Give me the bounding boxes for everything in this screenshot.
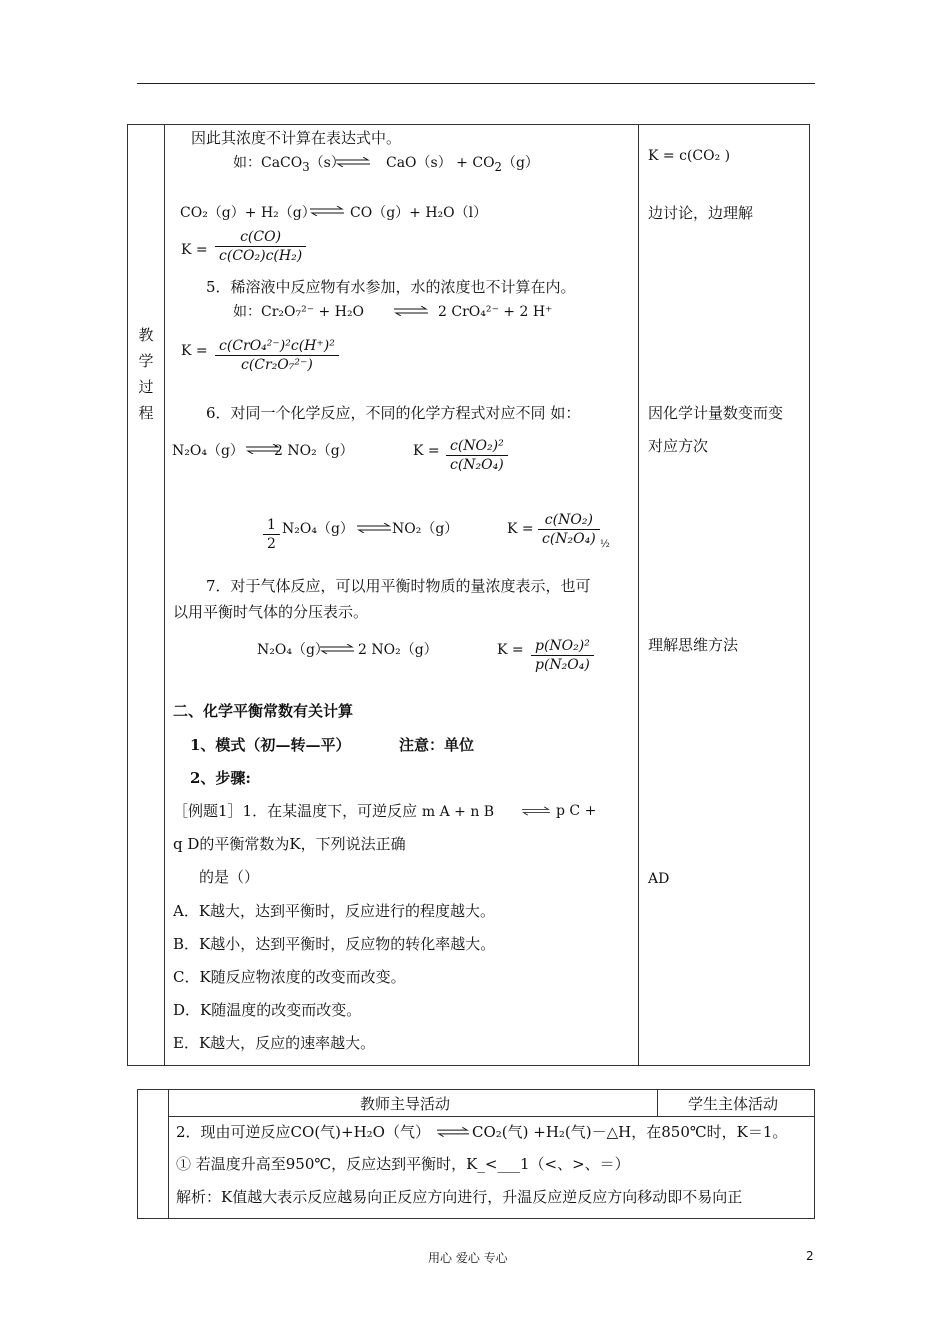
option-e: E．K越大，反应的速率越大。	[173, 1034, 376, 1052]
equilibrium-arrow-icon	[394, 306, 428, 316]
step-1: 1、模式（初—转—平）	[190, 736, 351, 754]
problem-2-analysis: 解析：K值越大表示反应越易向正反应方向进行，升温反应逆反应方向移动即不易向正	[176, 1188, 743, 1206]
equilibrium-arrow-icon	[437, 1127, 469, 1137]
note-coefficient-2: 对应方次	[648, 437, 709, 455]
header-teacher: 教师主导活动	[360, 1095, 451, 1113]
equation-caco3-products: $CaO(s) + CO_2(g)$	[386, 155, 539, 174]
k-expression-no2	[446, 437, 508, 474]
page-number: 2	[806, 1249, 814, 1263]
table-divider-label	[164, 124, 165, 1066]
option-d: D．K随温度的改变而改变。	[173, 1001, 362, 1019]
example-question-cont: q D的平衡常数为K，下列说法正确	[173, 835, 406, 853]
k-denominator: c(Cr₂O₇²⁻)	[215, 355, 339, 374]
k-numerator: c(CO)	[240, 229, 282, 245]
label-char: 程	[138, 404, 154, 422]
equation-cr2o7-right: 2 CrO₄²⁻ + 2 H⁺	[438, 304, 553, 320]
step-2: 2、步骤:	[190, 769, 251, 787]
k-expression-partial	[531, 637, 594, 674]
k-label: K =	[497, 642, 524, 658]
table-divider-notes	[638, 124, 639, 1066]
activity-header-rule	[168, 1116, 815, 1117]
note-answer: AD	[648, 871, 670, 887]
equilibrium-arrow-icon	[522, 806, 550, 816]
item-6: 6．对同一个化学反应，不同的化学方程式对应不同 如：	[206, 404, 581, 422]
step-1-note: 注意：单位	[399, 736, 475, 754]
item-7a: 7．对于气体反应，可以用平衡时物质的量浓度表示，也可	[206, 577, 591, 595]
equilibrium-arrow-icon	[310, 206, 344, 216]
footer-motto: 用心 爱心 专心	[428, 1251, 508, 1265]
k-numerator: c(NO₂)²	[450, 438, 504, 454]
item-5: 5．稀溶液中反应物有水参加，水的浓度也不计算在内。	[206, 278, 576, 296]
equilibrium-arrow-icon	[320, 644, 354, 654]
equation-partial-right: 2 NO₂（g）	[358, 642, 438, 658]
k-numerator: c(NO₂)	[544, 512, 593, 528]
note-discuss: 边讨论，边理解	[648, 204, 754, 222]
option-b: B．K越小，达到平衡时，反应物的转化率越大。	[173, 935, 496, 953]
k-label: K =	[507, 521, 534, 537]
equation-half-left: N₂O₄（g）	[282, 521, 354, 537]
note-coefficient: 因化学计量数变而变	[648, 404, 784, 422]
equation-half-right: NO₂（g）	[392, 521, 459, 537]
problem-2: 2．现由可逆反应CO(气)+H₂O（气）	[176, 1123, 430, 1141]
option-a: A．K越大，达到平衡时，反应进行的程度越大。	[173, 902, 496, 920]
label-char: 过	[138, 378, 154, 396]
k-label: K =	[181, 242, 208, 258]
note-thinking: 理解思维方法	[648, 636, 739, 654]
k-exponent: ½	[600, 539, 610, 550]
k-numerator: c(CrO₄²⁻)²c(H⁺)²	[219, 338, 335, 354]
lesson-table	[127, 124, 810, 1066]
label-char: 教	[138, 326, 154, 344]
example-question-eq: p C +	[556, 803, 597, 819]
k-expression-cro4	[215, 337, 339, 374]
k-label: K =	[413, 443, 440, 459]
k-denominator: c(N₂O₄)	[446, 455, 508, 474]
k-expression-half	[538, 511, 600, 548]
header-rule	[137, 83, 815, 84]
header-student: 学生主体活动	[688, 1095, 779, 1113]
equilibrium-arrow-icon	[336, 157, 370, 167]
activity-divider-label	[168, 1089, 169, 1219]
k-denominator: c(N₂O₄)	[538, 529, 600, 548]
equilibrium-arrow-icon	[357, 523, 391, 533]
problem-2-part1: ① 若温度升高至950℃，反应达到平衡时，K_<___1（<、>、＝）	[176, 1155, 630, 1173]
k-expression-co	[215, 228, 306, 265]
text-line: 因此其浓度不计算在表达式中。	[191, 129, 402, 147]
half-coefficient: $\frac{1}{2}$	[263, 516, 280, 553]
equation-partial-left: N₂O₄（g）	[257, 642, 329, 658]
equation-caco3: 如：CaCO$_3$（s）	[233, 155, 345, 174]
equation-n2o4-left: N₂O₄（g）	[172, 443, 244, 459]
k-denominator: c(CO₂)c(H₂)	[215, 246, 306, 265]
equation-n2o4-right: 2 NO₂（g）	[274, 443, 354, 459]
problem-2-cont: CO₂(气) +H₂(气)－△H，在850℃时，K＝1。	[472, 1123, 788, 1141]
item-7b: 以用平衡时气体的分压表示。	[173, 603, 369, 621]
k-label: K =	[181, 343, 208, 359]
option-c: C．K随反应物浓度的改变而改变。	[173, 968, 406, 986]
label-char: 学	[138, 352, 154, 370]
k-denominator: p(N₂O₄)	[531, 655, 594, 674]
activity-divider-header	[657, 1089, 658, 1116]
note-k-co2: K = c(CO₂ )	[648, 148, 731, 164]
equation-co2-left: CO₂（g）+ H₂（g）	[180, 205, 316, 221]
k-numerator: p(NO₂)²	[535, 638, 590, 654]
example-question: ［例题1］1．在某温度下，可逆反应 m A + n B	[173, 802, 495, 820]
equation-cr2o7-left: 如：Cr₂O₇²⁻ + H₂O	[233, 304, 365, 320]
example-question-end: 的是（）	[199, 868, 260, 886]
section-heading: 二、化学平衡常数有关计算	[173, 702, 354, 720]
equation-co2-right: CO（g）+ H₂O（l）	[350, 205, 488, 221]
